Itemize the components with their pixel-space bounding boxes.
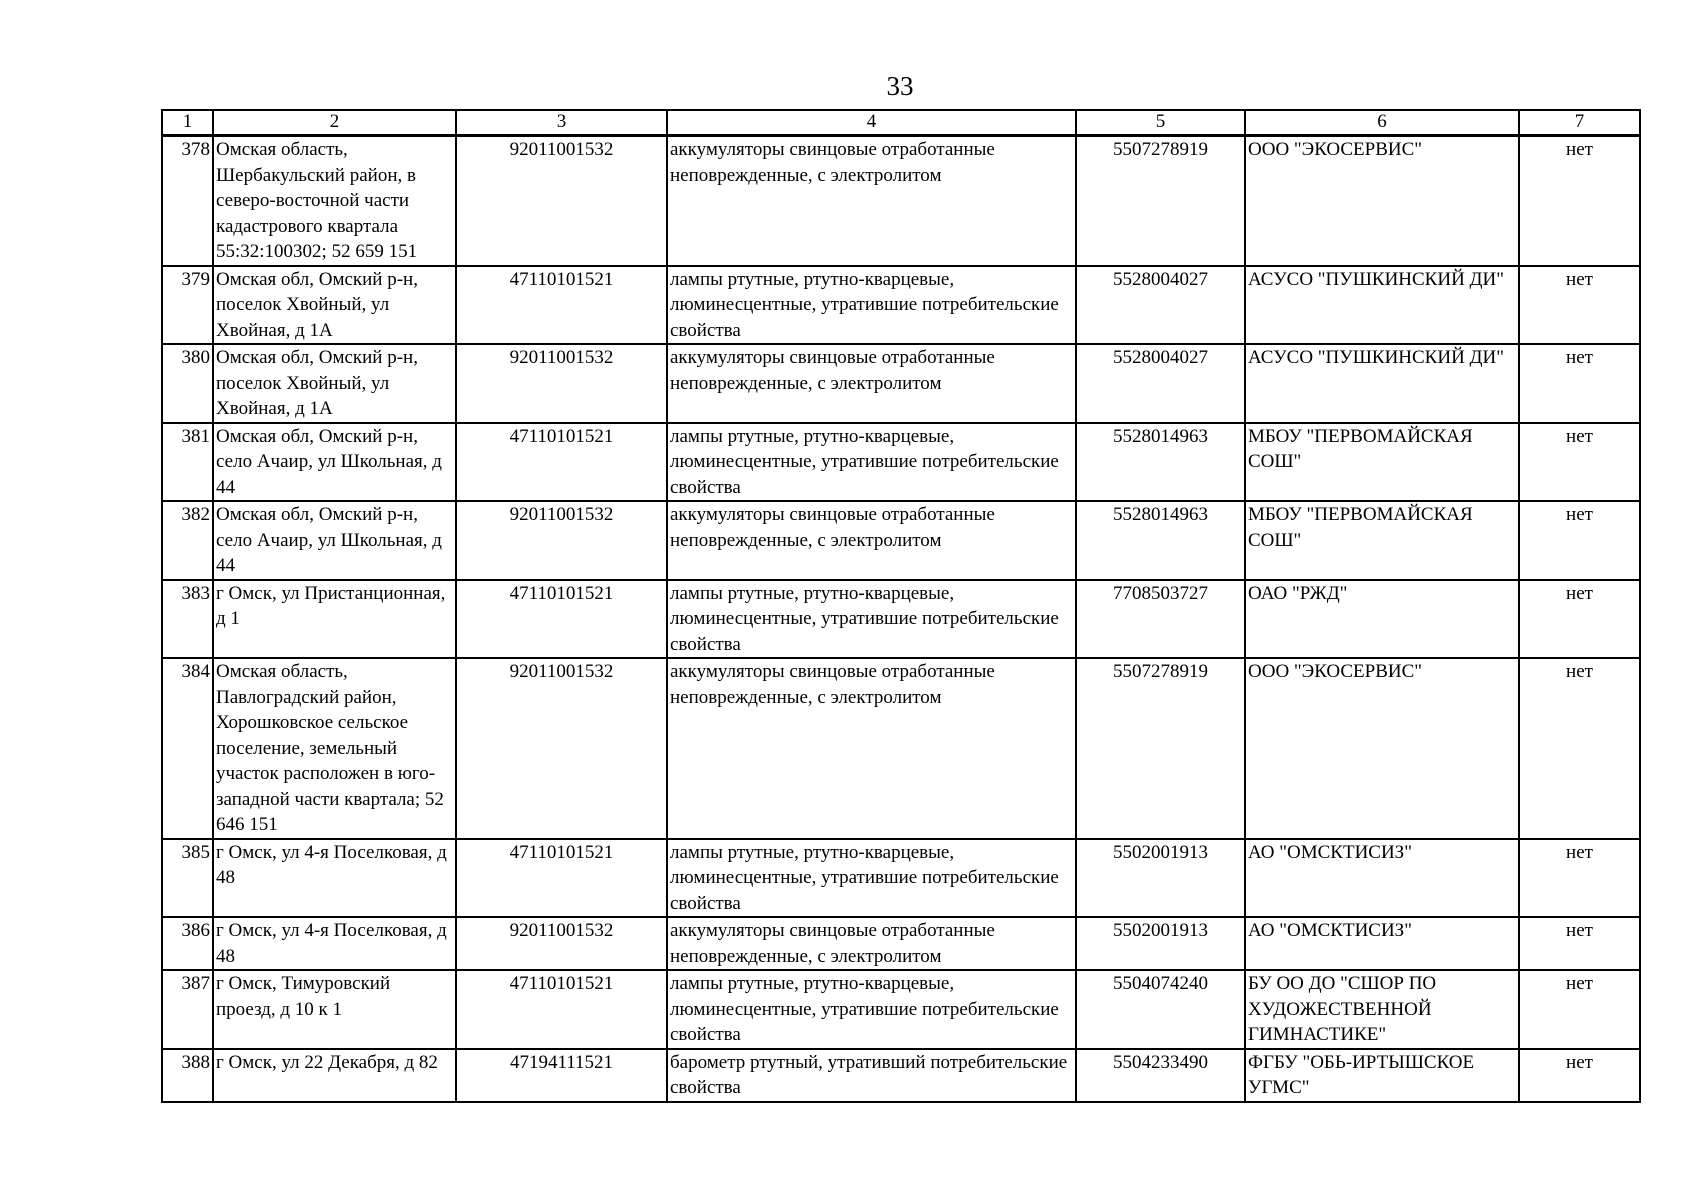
inn-cell: 7708503727 (1076, 580, 1245, 659)
table-row (162, 917, 1640, 970)
waste-name-cell: аккумуляторы свинцовые отработанные неповрежденные, с электролитом (667, 658, 1076, 839)
column-header-5: 5 (1076, 110, 1245, 136)
flag-cell: нет (1519, 136, 1640, 266)
row-number: 388 (162, 1049, 213, 1102)
waste-code-cell: 92011001532 (456, 136, 667, 266)
waste-name-cell: аккумуляторы свинцовые отработанные неповрежденные, с электролитом (667, 501, 1076, 580)
address-cell: Омская обл, Омский р-н, село Ачаир, ул Школьная, д 44 (213, 423, 456, 502)
column-header-6: 6 (1245, 110, 1519, 136)
organization-cell: АСУСО "ПУШКИНСКИЙ ДИ" (1245, 344, 1519, 423)
inn-cell: 5528004027 (1076, 344, 1245, 423)
table-row (162, 136, 1640, 266)
waste-code-cell: 92011001532 (456, 501, 667, 580)
inn-cell: 5502001913 (1076, 917, 1245, 970)
column-number-row (162, 110, 1640, 136)
row-number: 384 (162, 658, 213, 839)
organization-cell: ООО "ЭКОСЕРВИС" (1245, 658, 1519, 839)
waste-code-cell: 47110101521 (456, 970, 667, 1049)
waste-code-cell: 47110101521 (456, 423, 667, 502)
organization-cell: МБОУ "ПЕРВОМАЙСКАЯ СОШ" (1245, 423, 1519, 502)
waste-code-cell: 92011001532 (456, 917, 667, 970)
address-cell: Омская обл, Омский р-н, поселок Хвойный, ул Хвойная, д 1А (213, 344, 456, 423)
waste-name-cell: аккумуляторы свинцовые отработанные неповрежденные, с электролитом (667, 917, 1076, 970)
waste-name-cell: лампы ртутные, ртутно-кварцевые, люминесцентные, утратившие потребительские свойства (667, 970, 1076, 1049)
table-row (162, 580, 1640, 659)
row-number: 383 (162, 580, 213, 659)
row-number: 380 (162, 344, 213, 423)
inn-cell: 5507278919 (1076, 658, 1245, 839)
address-cell: г Омск, ул 4-я Поселковая, д 48 (213, 917, 456, 970)
address-cell: Омская обл, Омский р-н, поселок Хвойный, ул Хвойная, д 1А (213, 266, 456, 345)
column-header-1: 1 (162, 110, 213, 136)
address-cell: Омская обл, Омский р-н, село Ачаир, ул Школьная, д 44 (213, 501, 456, 580)
address-cell: Омская область, Павлоградский район, Хорошковское сельское поселение, земельный участок расположен в юго-западной части квартала; 52 646 151 (213, 658, 456, 839)
inn-cell: 5528014963 (1076, 423, 1245, 502)
row-number: 381 (162, 423, 213, 502)
page-number: 33 (886, 71, 914, 101)
table-row (162, 266, 1640, 345)
address-cell: г Омск, ул Пристанционная, д 1 (213, 580, 456, 659)
organization-cell: ООО "ЭКОСЕРВИС" (1245, 136, 1519, 266)
waste-name-cell: барометр ртутный, утративший потребительские свойства (667, 1049, 1076, 1102)
inn-cell: 5504074240 (1076, 970, 1245, 1049)
column-header-7: 7 (1519, 110, 1640, 136)
flag-cell: нет (1519, 580, 1640, 659)
organization-cell: МБОУ "ПЕРВОМАЙСКАЯ СОШ" (1245, 501, 1519, 580)
waste-registry-table (161, 109, 1641, 1103)
waste-name-cell: аккумуляторы свинцовые отработанные неповрежденные, с электролитом (667, 344, 1076, 423)
waste-name-cell: лампы ртутные, ртутно-кварцевые, люминесцентные, утратившие потребительские свойства (667, 839, 1076, 918)
organization-cell: ОАО "РЖД" (1245, 580, 1519, 659)
inn-cell: 5528004027 (1076, 266, 1245, 345)
column-header-2: 2 (213, 110, 456, 136)
flag-cell: нет (1519, 658, 1640, 839)
address-cell: г Омск, ул 22 Декабря, д 82 (213, 1049, 456, 1102)
waste-name-cell: лампы ртутные, ртутно-кварцевые, люминесцентные, утратившие потребительские свойства (667, 266, 1076, 345)
table-row (162, 1049, 1640, 1102)
inn-cell: 5502001913 (1076, 839, 1245, 918)
column-header-4: 4 (667, 110, 1076, 136)
table-row (162, 423, 1640, 502)
flag-cell: нет (1519, 917, 1640, 970)
table-row (162, 970, 1640, 1049)
waste-code-cell: 47110101521 (456, 266, 667, 345)
waste-name-cell: аккумуляторы свинцовые отработанные неповрежденные, с электролитом (667, 136, 1076, 266)
waste-code-cell: 47194111521 (456, 1049, 667, 1102)
flag-cell: нет (1519, 1049, 1640, 1102)
waste-code-cell: 92011001532 (456, 658, 667, 839)
inn-cell: 5504233490 (1076, 1049, 1245, 1102)
waste-code-cell: 92011001532 (456, 344, 667, 423)
inn-cell: 5528014963 (1076, 501, 1245, 580)
inn-cell: 5507278919 (1076, 136, 1245, 266)
row-number: 379 (162, 266, 213, 345)
flag-cell: нет (1519, 266, 1640, 345)
row-number: 382 (162, 501, 213, 580)
address-cell: г Омск, ул 4-я Поселковая, д 48 (213, 839, 456, 918)
waste-code-cell: 47110101521 (456, 580, 667, 659)
organization-cell: АО "ОМСКТИСИЗ" (1245, 839, 1519, 918)
flag-cell: нет (1519, 344, 1640, 423)
organization-cell: АО "ОМСКТИСИЗ" (1245, 917, 1519, 970)
waste-name-cell: лампы ртутные, ртутно-кварцевые, люминесцентные, утратившие потребительские свойства (667, 580, 1076, 659)
table-row (162, 658, 1640, 839)
row-number: 387 (162, 970, 213, 1049)
organization-cell: ФГБУ "ОБЬ-ИРТЫШСКОЕ УГМС" (1245, 1049, 1519, 1102)
address-cell: Омская область, Шербакульский район, в северо-восточной части кадастрового квартала 55:32:100302; 52 659 151 (213, 136, 456, 266)
table-row (162, 501, 1640, 580)
row-number: 386 (162, 917, 213, 970)
flag-cell: нет (1519, 501, 1640, 580)
flag-cell: нет (1519, 423, 1640, 502)
flag-cell: нет (1519, 970, 1640, 1049)
flag-cell: нет (1519, 839, 1640, 918)
table-row (162, 344, 1640, 423)
column-header-3: 3 (456, 110, 667, 136)
address-cell: г Омск, Тимуровский проезд, д 10 к 1 (213, 970, 456, 1049)
organization-cell: БУ ОО ДО "СШОР ПО ХУДОЖЕСТВЕННОЙ ГИМНАСТИКЕ" (1245, 970, 1519, 1049)
waste-code-cell: 47110101521 (456, 839, 667, 918)
waste-name-cell: лампы ртутные, ртутно-кварцевые, люминесцентные, утратившие потребительские свойства (667, 423, 1076, 502)
organization-cell: АСУСО "ПУШКИНСКИЙ ДИ" (1245, 266, 1519, 345)
table-row (162, 839, 1640, 918)
row-number: 378 (162, 136, 213, 266)
row-number: 385 (162, 839, 213, 918)
